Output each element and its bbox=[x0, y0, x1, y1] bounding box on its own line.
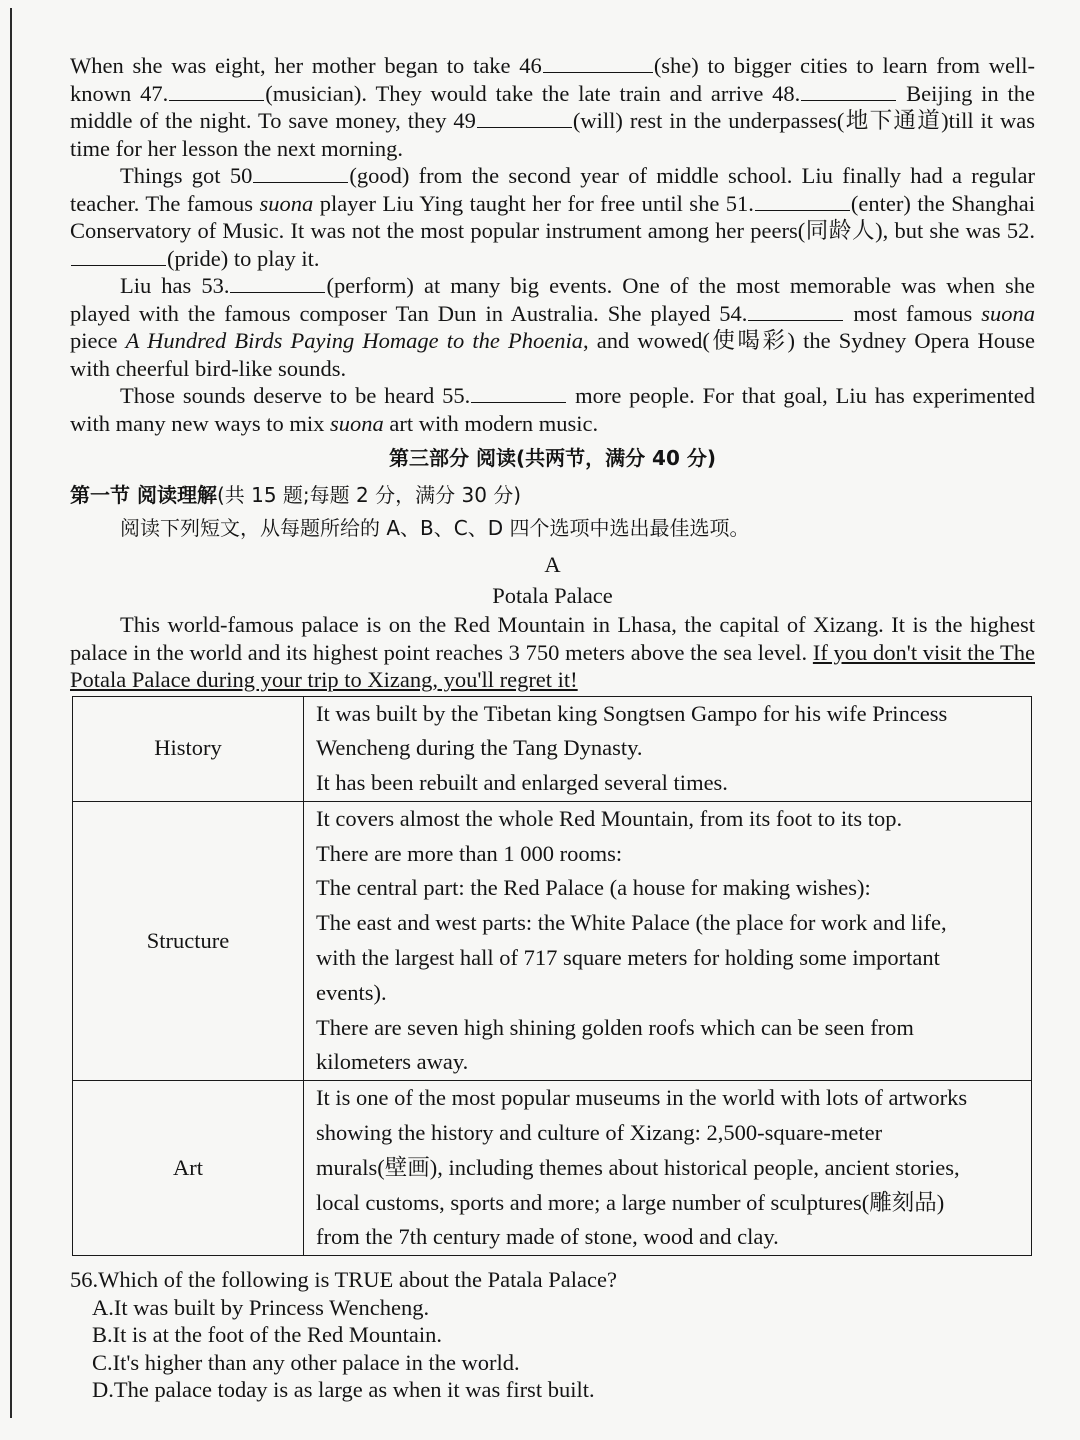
cloze-text: piece bbox=[70, 328, 118, 353]
table-row-structure bbox=[73, 801, 1032, 1080]
option-b[interactable]: B.It is at the foot of the Red Mountain. bbox=[92, 1322, 442, 1348]
info-table bbox=[72, 696, 1032, 1257]
option-c[interactable]: C.It's higher than any other palace in the world. bbox=[92, 1349, 520, 1375]
passage-intro bbox=[70, 611, 1035, 694]
table-line: The east and west parts: the White Palace (the place for work and life, bbox=[316, 910, 947, 936]
row-content-art bbox=[304, 1081, 1032, 1256]
table-line: showing the history and culture of Xizang: 2,500-square-meter bbox=[316, 1120, 883, 1146]
table-line: from the 7th century made of stone, wood and clay. bbox=[316, 1224, 779, 1250]
cloze-paragraph-2 bbox=[70, 162, 1035, 272]
suona-word: suona bbox=[329, 410, 384, 436]
table-line: There are more than 1 000 rooms: bbox=[316, 840, 623, 866]
cloze-text: more people. For that goal, Liu has experimented with many new ways to mix bbox=[70, 383, 1036, 436]
blank-46[interactable] bbox=[543, 52, 653, 73]
table-line: It covers almost the whole Red Mountain, from its foot to its top. bbox=[316, 805, 903, 831]
margin-line bbox=[10, 8, 12, 1418]
cloze-text: player Liu Ying taught her for free until she 51. bbox=[319, 190, 754, 216]
cloze-text: When she was eight, her mother began to take 46 bbox=[70, 53, 542, 78]
blank-55[interactable] bbox=[471, 382, 566, 403]
cloze-text: most famous bbox=[853, 300, 973, 326]
blank-51[interactable] bbox=[755, 190, 850, 211]
row-label-history: History bbox=[73, 696, 304, 801]
row-label-art: Art bbox=[73, 1081, 304, 1256]
suona-word: suona bbox=[259, 190, 314, 216]
table-row-art bbox=[73, 1081, 1032, 1256]
section-heading bbox=[70, 479, 1035, 511]
blank-49[interactable] bbox=[477, 107, 572, 128]
passage-letter: A bbox=[544, 552, 561, 577]
cloze-paragraph-1 bbox=[70, 52, 1035, 162]
blank-52[interactable] bbox=[71, 245, 166, 266]
row-label-structure: Structure bbox=[73, 801, 304, 1080]
question-56-options bbox=[92, 1294, 1035, 1404]
cloze-text: (musician). They would take the late train and arrive 48. bbox=[265, 80, 801, 106]
cloze-paragraph-4 bbox=[70, 382, 1035, 437]
exam-page bbox=[70, 52, 1035, 1404]
intro-text: This world-famous palace is on the Red Mountain in Lhasa, the capital of Xizang. It is the highest palace in the world and its highest point reaches 3 750 meters above the sea level. bbox=[70, 612, 1035, 665]
intro-underlined-text: If you don't visit the The Potala Palace during your trip to Xizang, you'll regret it! bbox=[70, 639, 1035, 692]
table-line: There are seven high shining golden roofs which can be seen from bbox=[316, 1014, 914, 1040]
table-line: The central part: the Red Palace (a house for making wishes): bbox=[316, 875, 871, 901]
cloze-text: Things got 50 bbox=[120, 163, 253, 188]
table-line: Wencheng during the Tang Dynasty. bbox=[316, 735, 643, 761]
cloze-text: (will) rest in the underpasses(地下通道)till it was time for her lesson the next morning. bbox=[70, 108, 1035, 161]
cloze-text: Liu has 53. bbox=[120, 273, 230, 298]
cloze-text: (she) to bigger cities to learn from well-known 47. bbox=[70, 53, 1035, 106]
blank-53[interactable] bbox=[230, 272, 325, 293]
cloze-text: , and wowed(使喝彩) the Sydney Opera House with cheerful bird-like sounds. bbox=[70, 328, 1036, 381]
blank-47[interactable] bbox=[169, 80, 264, 101]
passage-title: Potala Palace bbox=[492, 583, 613, 608]
option-a[interactable]: A.It was built by Princess Wencheng. bbox=[92, 1294, 430, 1320]
instruction: 阅读下列短文，从每题所给的 A、B、C、D 四个选项中选出最佳选项。 bbox=[120, 516, 750, 540]
option-d[interactable]: D.The palace today is as large as when it was first built. bbox=[92, 1377, 595, 1403]
cloze-text: (enter) the Shanghai Conservatory of Music. It was not the most popular instrument among her peers(同龄人), but she was 52. bbox=[70, 190, 1036, 243]
table-line: kilometers away. bbox=[316, 1049, 469, 1075]
table-line: It was built by the Tibetan king Songtsen Gampo for his wife Princess bbox=[316, 700, 948, 726]
row-content-history bbox=[304, 696, 1032, 801]
cloze-text: art with modern music. bbox=[389, 410, 599, 436]
blank-54[interactable] bbox=[748, 300, 843, 321]
table-line: It is one of the most popular museums in the world with lots of artworks bbox=[316, 1085, 968, 1111]
cloze-text: Beijing in the middle of the night. To save money, they 49 bbox=[70, 80, 1035, 133]
cloze-text: (good) from the second year of middle school. Liu finally had a regular teacher. The famous bbox=[70, 163, 1035, 216]
blank-48[interactable] bbox=[801, 80, 896, 101]
table-row-history bbox=[73, 696, 1032, 801]
table-line: murals(壁画), including themes about historical people, ancient stories, bbox=[316, 1154, 960, 1180]
blank-50[interactable] bbox=[253, 162, 348, 183]
table-line: local customs, sports and more; a large number of sculptures(雕刻品) bbox=[316, 1189, 945, 1215]
table-line: events). bbox=[316, 979, 387, 1005]
piece-title: A Hundred Birds Paying Homage to the Phoenia bbox=[125, 328, 584, 353]
question-56: 56.Which of the following is TRUE about the Patala Palace? bbox=[70, 1267, 617, 1293]
cloze-text: (pride) to play it. bbox=[167, 245, 320, 271]
table-line: It has been rebuilt and enlarged several times. bbox=[316, 770, 728, 796]
suona-word: suona bbox=[981, 300, 1035, 326]
cloze-text: (perform) at many big events. One of the most memorable was when she played with the famous composer Tan Dun in Australia. She played 54. bbox=[70, 273, 1035, 326]
part-heading: 第三部分 阅读(共两节，满分 40 分) bbox=[388, 446, 716, 470]
section-scoring: (共 15 题;每题 2 分，满分 30 分) bbox=[216, 483, 522, 507]
cloze-paragraph-3 bbox=[70, 272, 1035, 382]
table-line: with the largest hall of 717 square meters for holding some important bbox=[316, 945, 940, 971]
row-content-structure bbox=[304, 801, 1032, 1080]
section-title: 第一节 阅读理解 bbox=[70, 483, 217, 507]
cloze-text: Those sounds deserve to be heard 55. bbox=[120, 383, 471, 408]
